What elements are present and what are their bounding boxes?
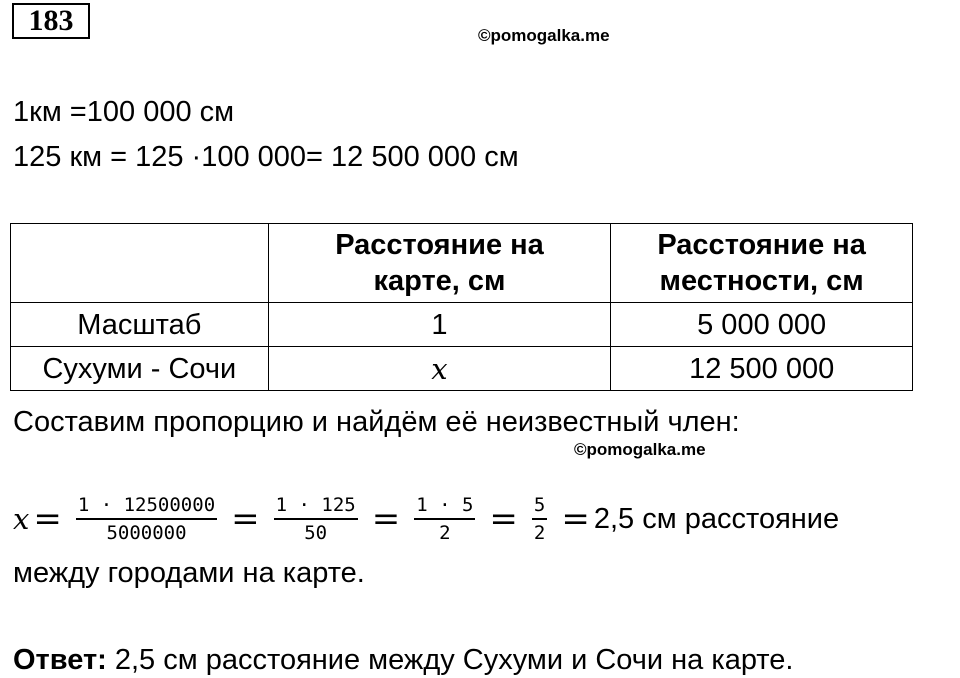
equation-variable: x (13, 502, 30, 536)
calculation-line: 125 км = 125 ·100 000= 12 500 000 см (13, 141, 519, 173)
equals-sign: = (231, 499, 260, 539)
answer-text: 2,5 см расстояние между Сухуми и Сочи на карте. (106, 644, 794, 676)
conversion-line: 1км =100 000 см (13, 96, 235, 128)
fraction-numerator: 1 · 5 (416, 494, 474, 516)
fraction-denominator: 5000000 (106, 522, 187, 544)
table-row (11, 303, 913, 347)
answer-line (13, 643, 793, 677)
fraction-4 (532, 492, 547, 546)
header-line: Расстояние на (657, 229, 866, 261)
table-cell: 5 000 000 (611, 303, 913, 347)
equals-sign: = (489, 499, 518, 539)
fraction-numerator: 1 · 125 (275, 494, 356, 516)
equation-result-continuation: между городами на карте. (13, 557, 365, 589)
table-header-ground-distance (611, 224, 913, 303)
table-cell: Сухуми - Сочи (11, 347, 269, 391)
table-row (11, 347, 913, 391)
distance-table (10, 223, 913, 391)
equation-result: 2,5 см расстояние (593, 502, 840, 535)
table-cell: 12 500 000 (611, 347, 913, 391)
header-line: местности, см (659, 265, 864, 297)
equals-sign: = (371, 499, 401, 539)
table-header-map-distance (268, 224, 611, 303)
task-number: 183 (12, 3, 90, 39)
equation (13, 486, 839, 552)
header-line: карте, см (373, 265, 506, 297)
header-line: Расстояние на (335, 229, 544, 261)
fraction-numerator: 5 (533, 494, 546, 516)
table-cell: x (268, 347, 611, 391)
fraction-3 (414, 492, 475, 546)
table-header-empty (11, 224, 269, 303)
answer-label: Ответ: (13, 644, 107, 676)
watermark-middle: ©pomogalka.me (574, 440, 706, 459)
fraction-2 (274, 492, 358, 546)
table-cell: Масштаб (11, 303, 269, 347)
equals-sign: = (561, 499, 590, 539)
fraction-numerator: 1 · 12500000 (77, 494, 216, 516)
fraction-denominator: 50 (304, 522, 328, 544)
proportion-text: Составим пропорцию и найдём её неизвестный член: (13, 406, 740, 438)
watermark-top: ©pomogalka.me (478, 26, 610, 45)
table-cell: 1 (268, 303, 611, 347)
fraction-1 (76, 492, 217, 546)
fraction-denominator: 2 (533, 522, 546, 544)
equals-sign: = (33, 499, 62, 539)
fraction-denominator: 2 (439, 522, 451, 544)
table-header-row (11, 224, 913, 303)
